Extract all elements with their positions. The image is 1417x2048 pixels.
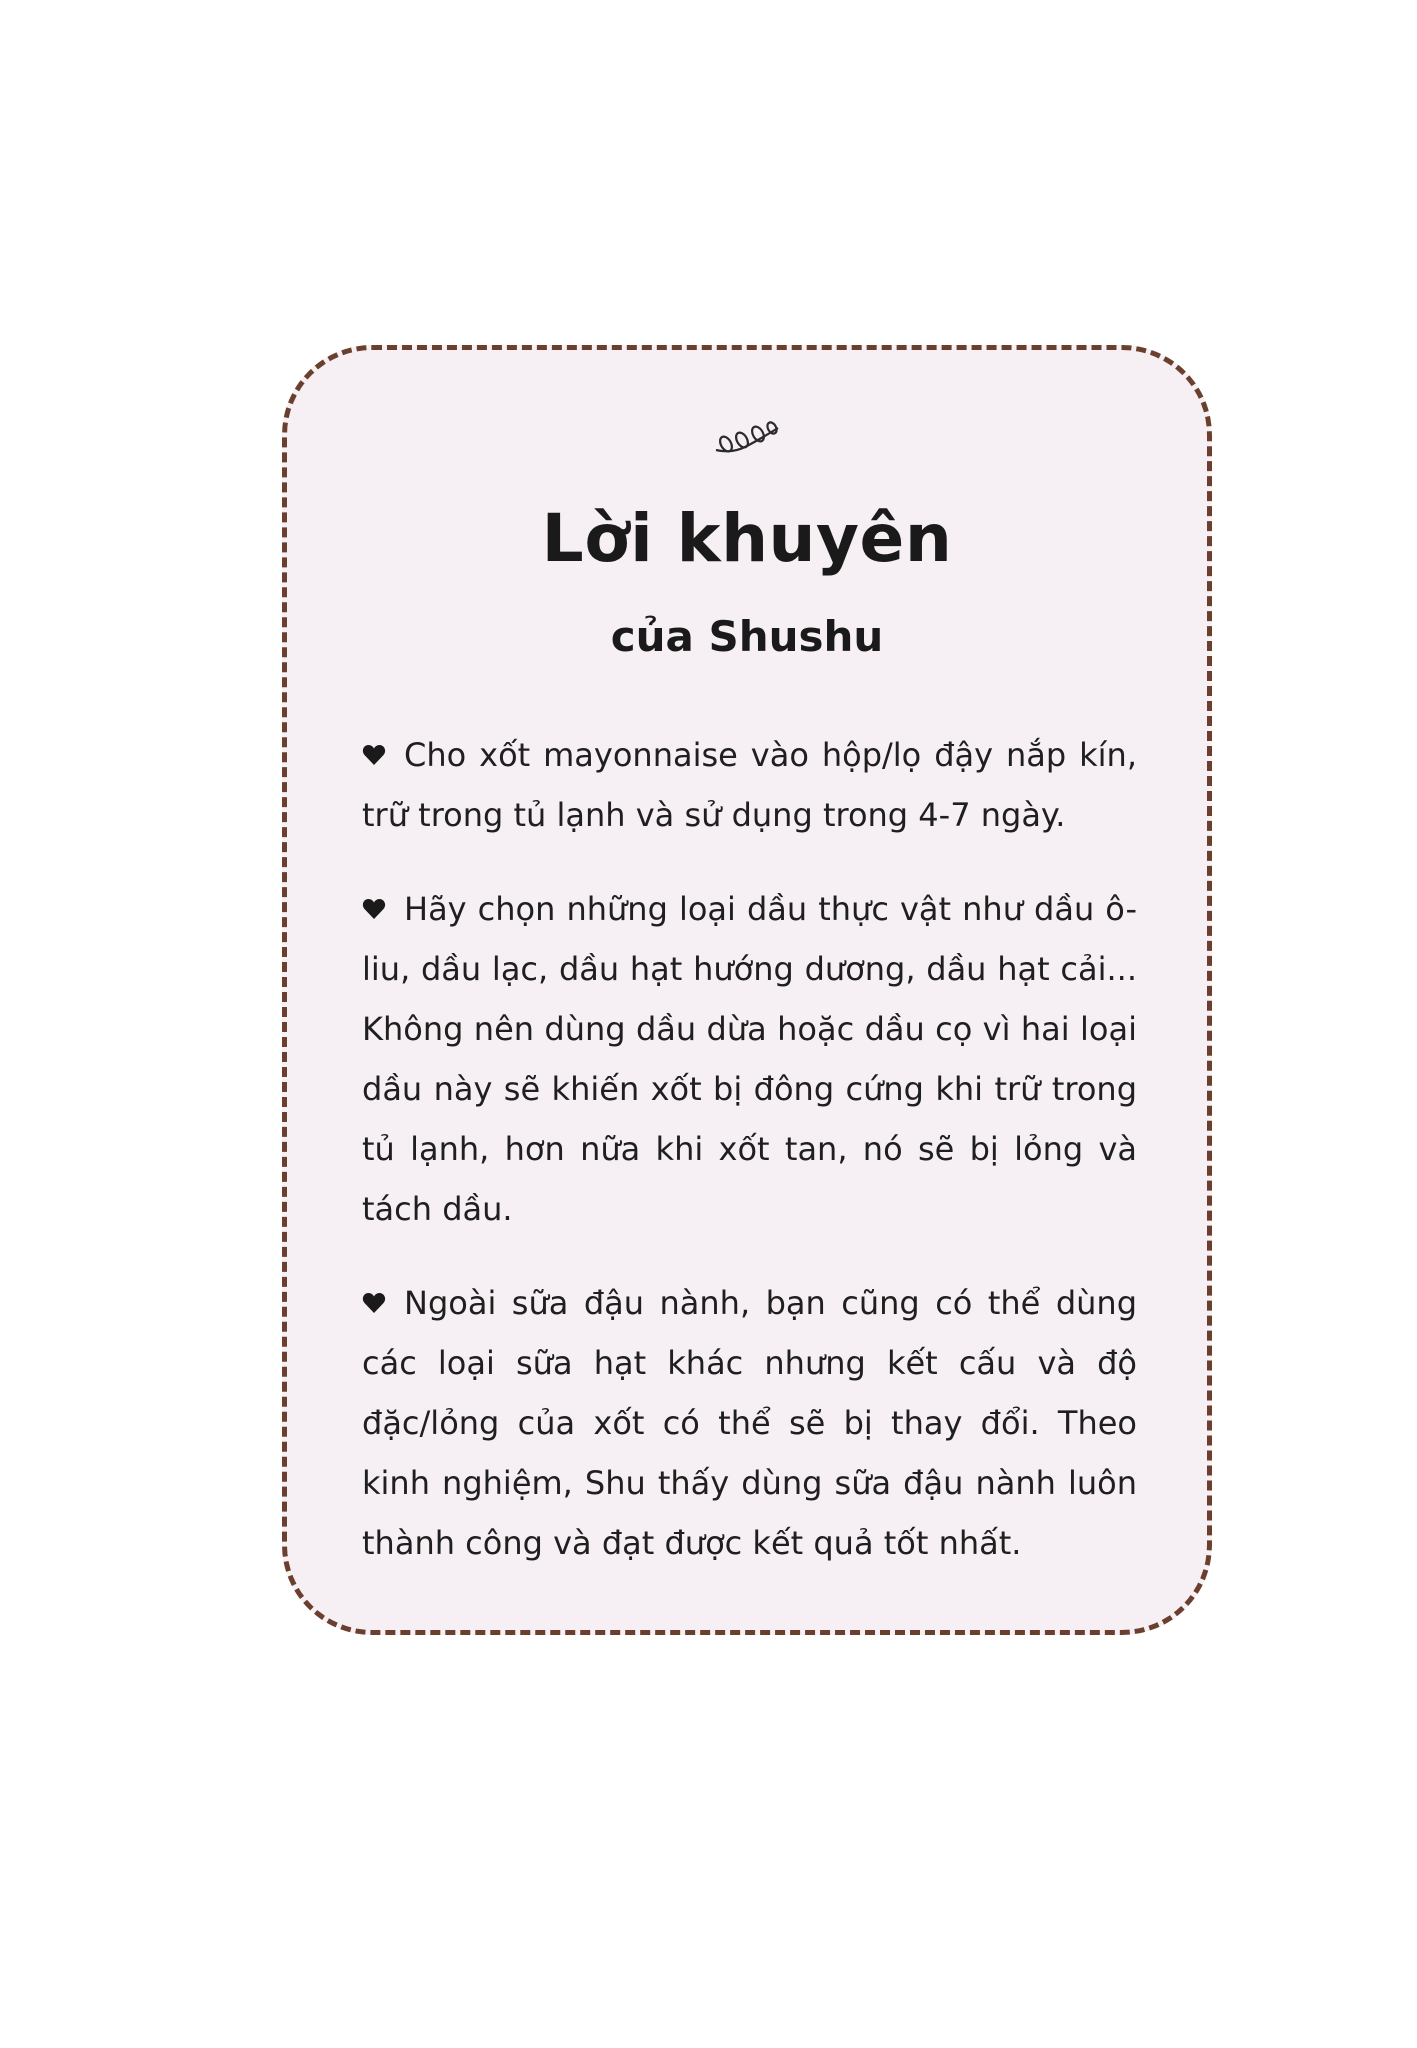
tip-text: Cho xốt mayonnaise vào hộp/lọ đậy nắp kín, trữ trong tủ lạnh và sử dụng trong 4-7 ngày. (362, 736, 1137, 834)
heart-icon (362, 1292, 386, 1314)
tip-item (362, 879, 1137, 1239)
page-subtitle: của Shushu (610, 612, 884, 661)
tip-card (282, 345, 1212, 1635)
heart-icon (362, 898, 386, 920)
tip-text: Hãy chọn những loại dầu thực vật như dầu ô-liu, dầu lạc, dầu hạt hướng dương, dầu hạt cải... Không nên dùng dầu dừa hoặc dầu cọ vì hai loại dầu này sẽ khiến xốt bị đông cứng khi trữ trong tủ lạnh, hơn nữa khi xốt tan, nó sẽ bị lỏng và tách dầu. (362, 890, 1137, 1228)
leaf-sprig-icon (712, 420, 782, 460)
tip-item (362, 1273, 1137, 1573)
heart-icon (362, 744, 386, 766)
tip-item (362, 725, 1137, 845)
page-title: Lời khuyên (541, 500, 953, 577)
tips-list (362, 725, 1137, 1607)
tip-text: Ngoài sữa đậu nành, bạn cũng có thể dùng các loại sữa hạt khác nhưng kết cấu và độ đặc/lỏng của xốt có thể sẽ bị thay đổi. Theo kinh nghiệm, Shu thấy dùng sữa đậu nành luôn thành công và đạt được kết quả tốt nhất. (362, 1284, 1137, 1562)
